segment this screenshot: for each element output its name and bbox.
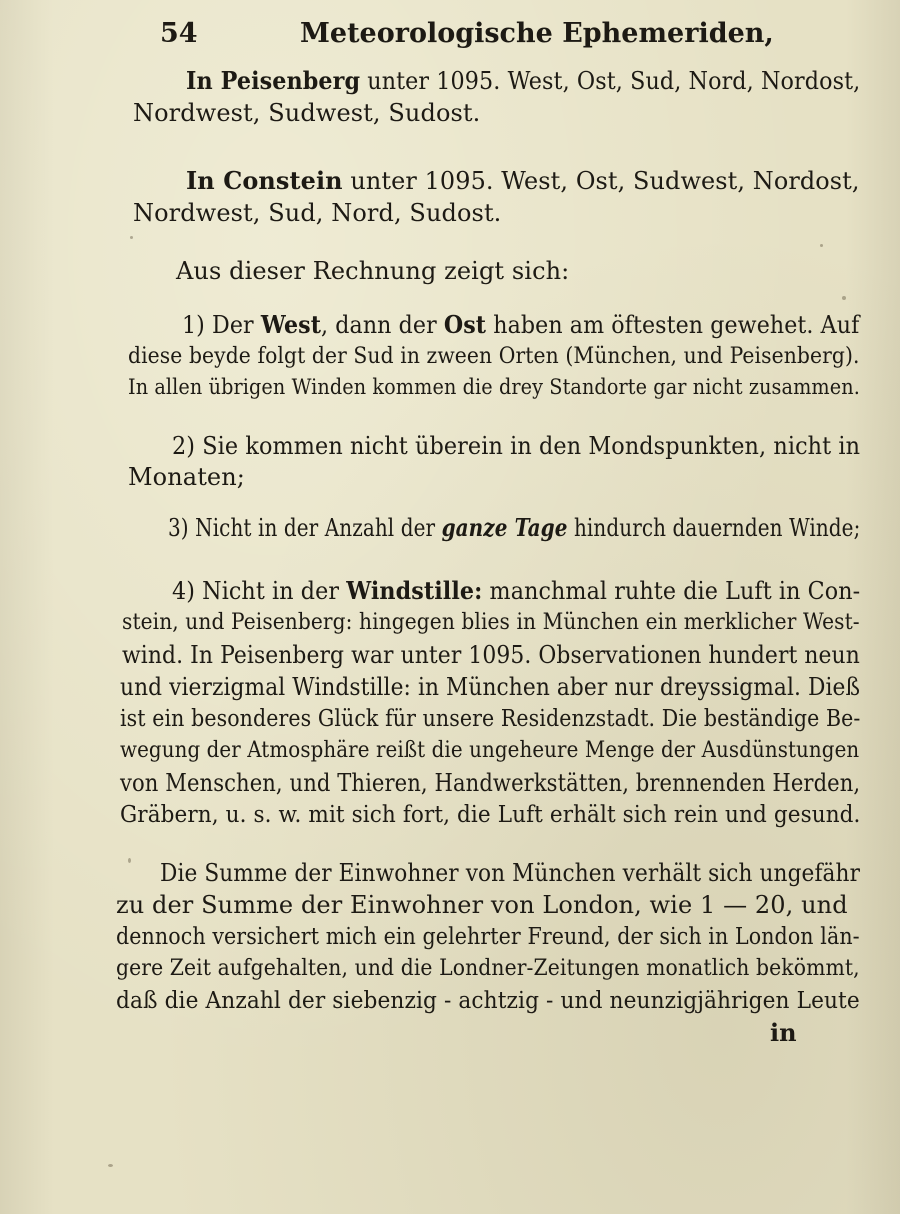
text-line [172, 576, 860, 606]
text-line: von Menschen, und Thieren, Handwerkstätten, brennenden Herden, [120, 769, 861, 797]
emphasis-word: Ost [443, 310, 487, 339]
text-run: , dann der [321, 311, 444, 339]
text-run: manchmal ruhte die Luft in Con- [482, 577, 861, 605]
text-line: stein, und Peisenberg: hingegen blies in München ein merklicher West- [122, 610, 860, 635]
text-line: diese beyde folgt der Sud in zween Orten (München, und Peisenberg). [128, 344, 860, 369]
text-line: Monaten; [128, 463, 245, 491]
text-line [186, 66, 860, 96]
text-line: In allen übrigen Winden kommen die drey Standorte gar nicht zusammen. [128, 375, 860, 399]
catchword: in [770, 1018, 797, 1047]
paper-speck [842, 296, 846, 300]
text-run: 1) Der [182, 311, 261, 339]
text-line: und vierzigmal Windstille: in München aber nur dreyssigmal. Dieß [120, 673, 861, 701]
text-line [182, 310, 859, 340]
text-line: Gräbern, u. s. w. mit sich fort, die Luft erhält sich rein und gesund. [120, 802, 861, 828]
text-run: hindurch dauernden Winde; [567, 514, 861, 542]
text-line: Nordwest, Sud, Nord, Sudost. [133, 199, 502, 227]
emphasis-word: ganze Tage [441, 513, 568, 542]
text-line: wind. In Peisenberg war unter 1095. Observationen hundert neun [122, 641, 860, 669]
paper-speck [108, 1164, 113, 1167]
place-name: In Constein [186, 166, 343, 195]
text-line: dennoch versichert mich ein gelehrter Freund, der sich in London län- [116, 924, 860, 950]
text-run: 3) Nicht in der Anzahl der [168, 514, 442, 542]
emphasis-word: Windstille: [346, 576, 483, 605]
text-line: Aus dieser Rechnung zeigt sich: [176, 257, 570, 285]
paper-speck [130, 236, 133, 239]
text-run: 4) Nicht in der [172, 577, 347, 605]
text-line: Nordwest, Sudwest, Sudost. [133, 99, 481, 127]
text-line: ist ein besonderes Glück für unsere Residenzstadt. Die beständige Be- [120, 706, 861, 732]
text-line: Die Summe der Einwohner von München verhält sich ungefähr [160, 859, 861, 887]
text-run: haben am öftesten gewehet. Auf [486, 311, 860, 339]
text-line [168, 513, 860, 543]
paper-speck [820, 244, 823, 247]
place-name: In Peisenberg [186, 66, 361, 95]
paper-speck [128, 858, 131, 863]
text-line: daß die Anzahl der siebenzig - achtzig - und neunzigjährigen Leute [116, 988, 860, 1014]
emphasis-word: West [260, 310, 322, 339]
text-line: wegung der Atmosphäre reißt die ungeheure Menge der Ausdünstungen [120, 738, 860, 763]
running-title: Meteorologische Ephemeriden, [300, 18, 774, 49]
text-line: zu der Summe der Einwohner von London, wie 1 — 20, und [116, 891, 848, 919]
text-line: 2) Sie kommen nicht überein in den Mondspunkten, nicht in [172, 432, 861, 460]
page-number: 54 [160, 18, 198, 49]
text-run: unter 1095. West, Ost, Sud, Nord, Nordost, [360, 67, 861, 95]
text-run: unter 1095. West, Ost, Sudwest, Nordost, [342, 167, 860, 195]
text-line: gere Zeit aufgehalten, und die Londner-Zeitungen monatlich bekömmt, [116, 956, 860, 981]
text-line [186, 166, 860, 196]
